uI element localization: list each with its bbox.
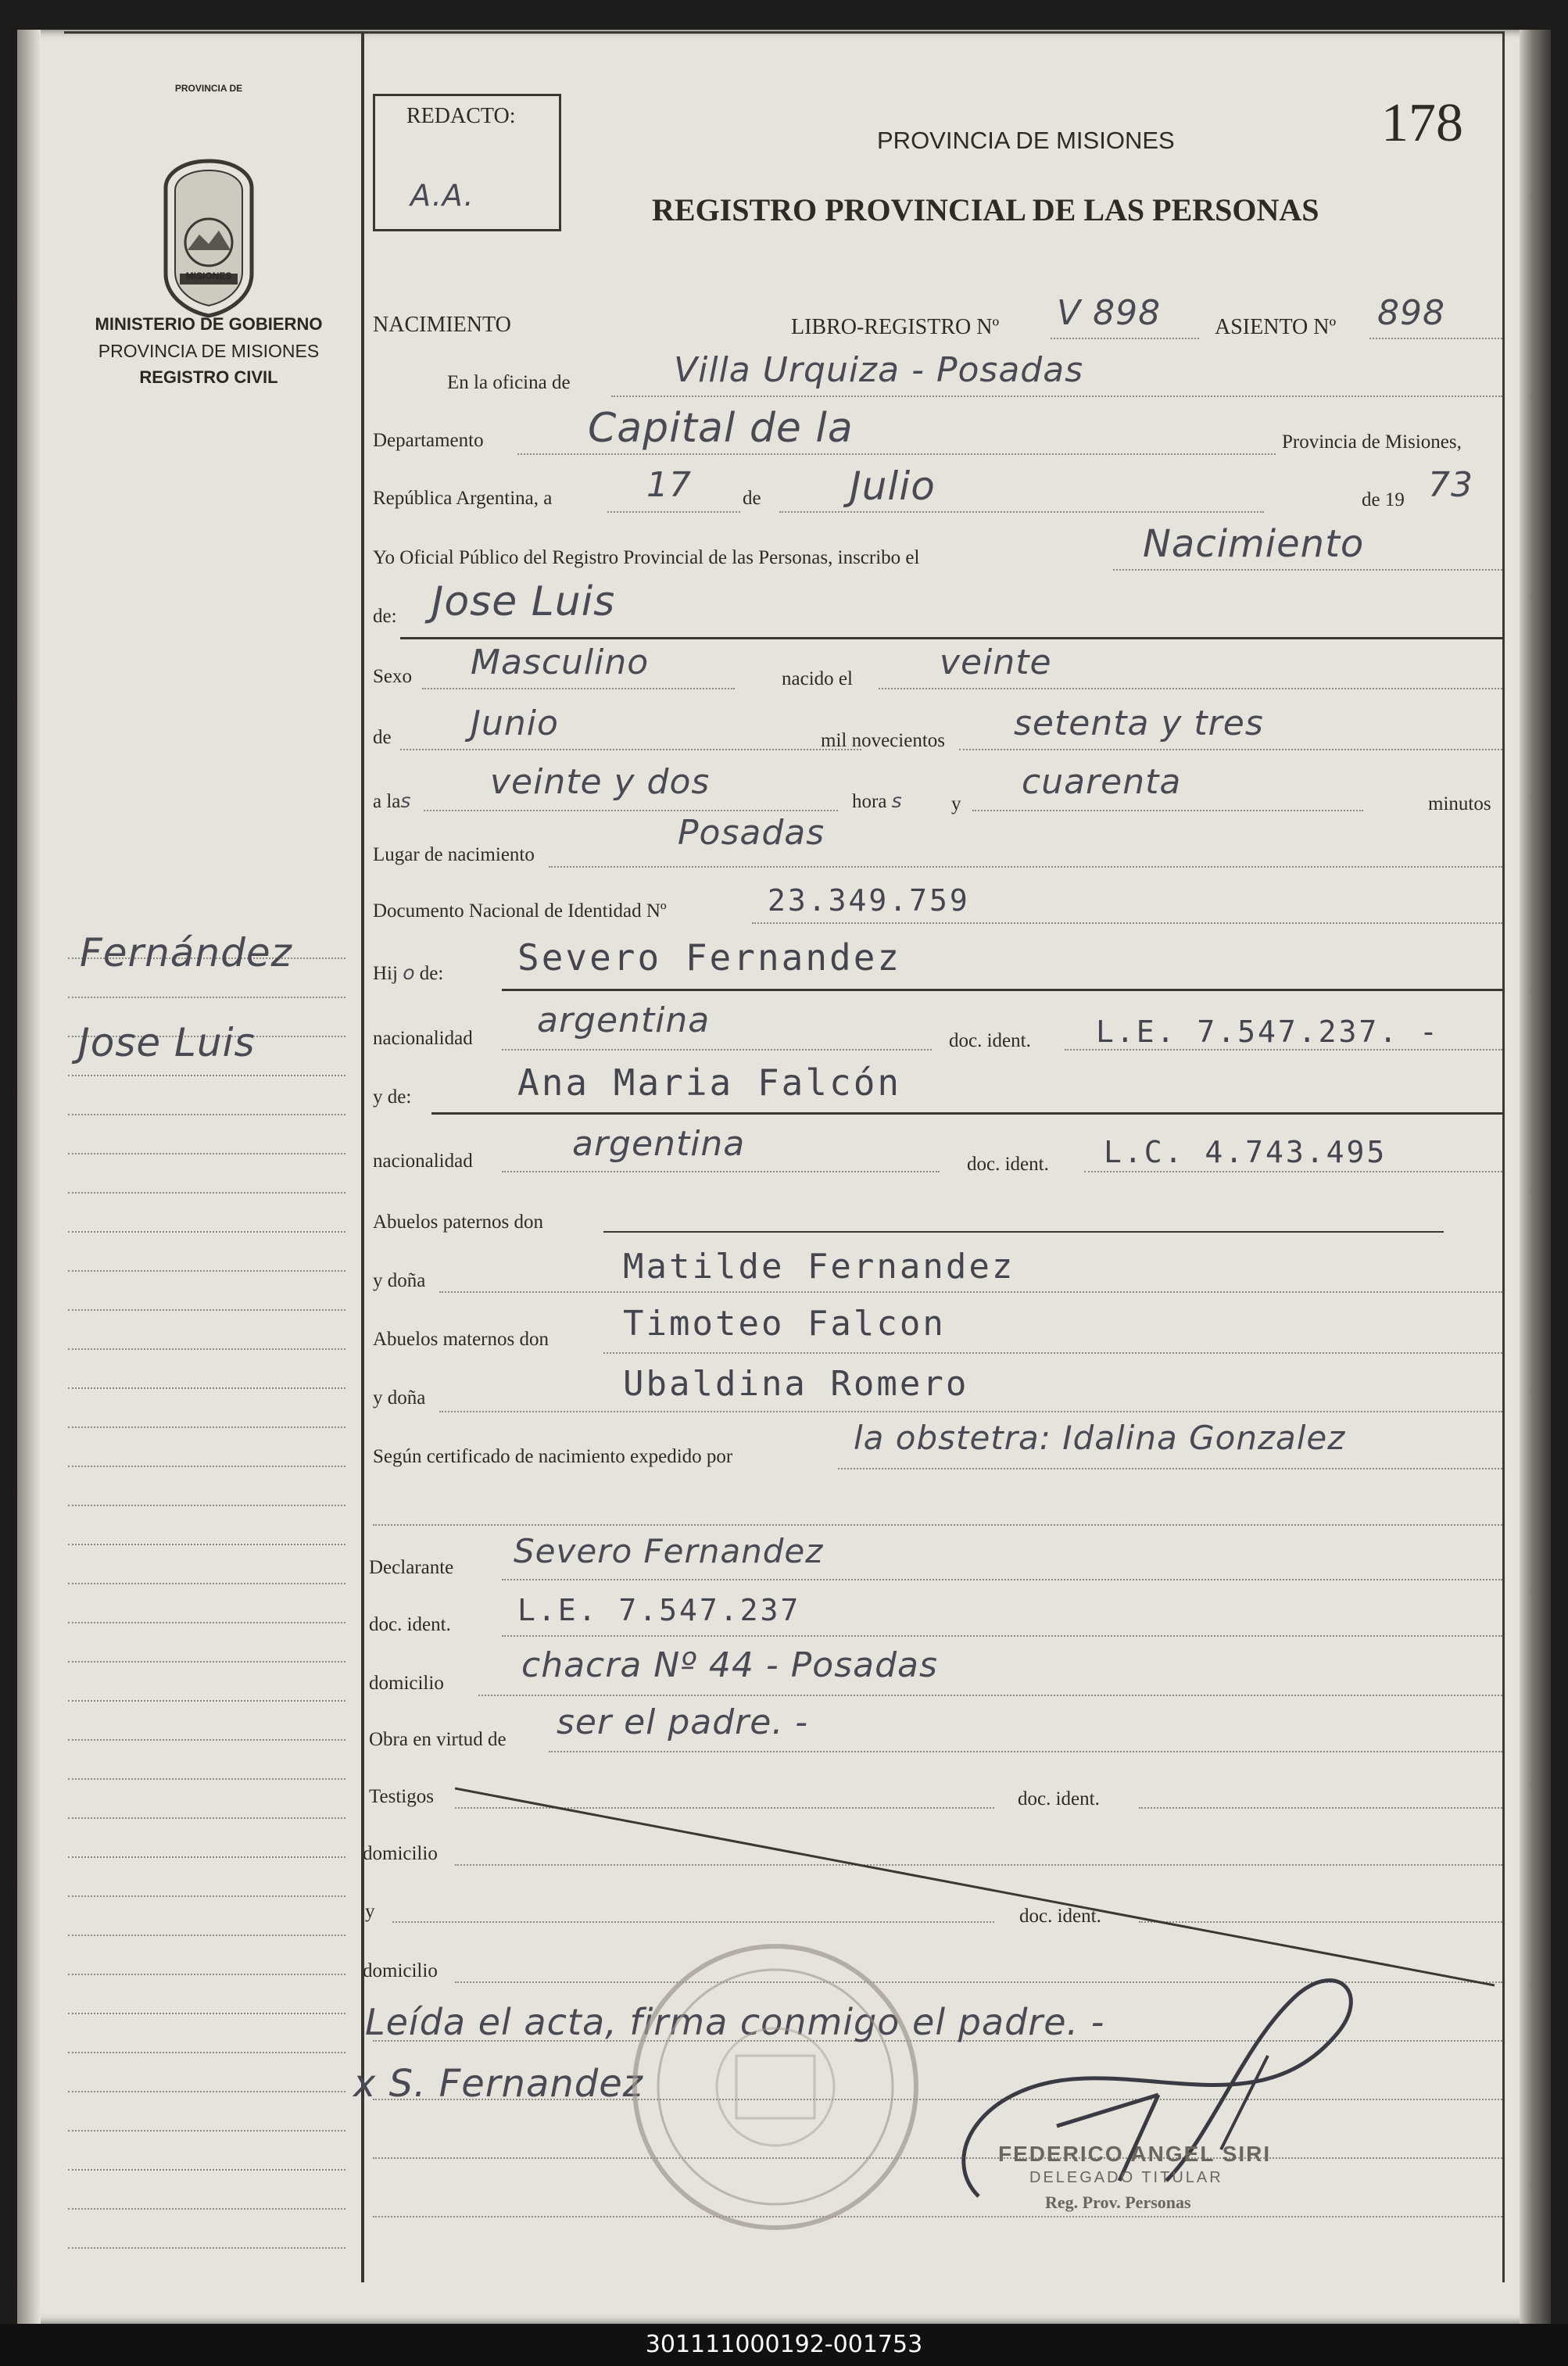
asiento-label: ASIENTO Nº [1215, 315, 1337, 339]
libro-value: V 898 [1057, 293, 1162, 333]
left-province-name: PROVINCIA DE MISIONES [98, 341, 320, 361]
provincia-label: Provincia de Misiones, [1282, 431, 1462, 453]
abuela-mat-value: Ubaldina Romero [623, 1364, 969, 1404]
registry-name: REGISTRO CIVIL [139, 367, 278, 387]
dia-value: 17 [646, 465, 692, 505]
lugar-value: Posadas [678, 813, 825, 853]
domicilio-t1-label: domicilio [363, 1843, 438, 1864]
dni-label: Documento Nacional de Identidad Nº [373, 900, 667, 922]
ydona1-label: y doña [373, 1270, 426, 1291]
nacimiento-label: NACIMIENTO [373, 313, 511, 337]
hora-value: veinte y dos [490, 762, 711, 802]
de2-label: de: [373, 606, 397, 627]
domicilio-label: domicilio [369, 1673, 444, 1694]
declarant-signature: x S. Fernandez [353, 2062, 643, 2106]
nac2-value: argentina [572, 1124, 746, 1164]
nacido-label: nacido el [782, 668, 853, 689]
nac1-label: nacionalidad [373, 1028, 473, 1049]
doc2-value: L.C. 4.743.495 [1104, 1135, 1387, 1169]
abuelos-mat-label: Abuelos maternos don [373, 1329, 549, 1350]
minutos-label: minutos [1428, 793, 1491, 814]
doc1-value: L.E. 7.547.237. - [1096, 1015, 1440, 1049]
certificado-label: Según certificado de nacimiento expedido por [373, 1446, 733, 1467]
abuelos-pat-label: Abuelos paternos don [373, 1212, 544, 1233]
docdecl-label: doc. ident. [369, 1614, 451, 1635]
minutos-value: cuarenta [1022, 762, 1182, 802]
leida-text: Leída el acta, firma conmigo el padre. - [365, 2001, 1105, 2043]
redacto-box [373, 94, 561, 231]
yde-label: y de: [373, 1086, 412, 1108]
margin-surname: Fernández [80, 930, 292, 975]
declarante-label: Declarante [369, 1557, 454, 1578]
abuela-pat-value: Matilde Fernandez [623, 1247, 1015, 1287]
header-province: PROVINCIA DE MISIONES [877, 127, 1175, 154]
page-number: 178 [1381, 93, 1463, 153]
oficial-label: Yo Oficial Público del Registro Provincial de las Personas, inscribo el [373, 547, 920, 568]
departamento-value: Capital de la [588, 405, 854, 452]
y-label: y [951, 793, 961, 814]
top-border [64, 31, 1505, 34]
departamento-label: Departamento [373, 430, 484, 451]
de19-label: de 19 [1362, 489, 1405, 510]
dni-value: 23.349.759 [768, 883, 970, 918]
binding-shadow [17, 30, 41, 2324]
ydona2-label: y doña [373, 1387, 426, 1409]
birth-certificate-form [64, 31, 1520, 2298]
hijo-label: Hij o de: [373, 961, 444, 984]
madre-value: Ana Maria Falcón [517, 1061, 902, 1104]
mes2-value: Junio [471, 703, 559, 743]
right-border [1502, 31, 1505, 2282]
lugar-label: Lugar de nacimiento [373, 844, 535, 865]
doc-t2-label: doc. ident. [1019, 1906, 1101, 1927]
padre-value: Severo Fernandez [517, 936, 902, 979]
obra-label: Obra en virtud de [369, 1729, 507, 1750]
domicilio-value: chacra Nº 44 - Posadas [521, 1645, 938, 1685]
margin-given-name: Jose Luis [78, 1020, 256, 1065]
docdecl-value: L.E. 7.547.237 [517, 1593, 801, 1627]
ministry-name: MINISTERIO DE GOBIERNO [95, 314, 323, 334]
redacto-label: REDACTO: [406, 104, 516, 128]
nac2-label: nacionalidad [373, 1151, 473, 1172]
mil-label: mil novecientos [821, 730, 945, 751]
mes-value: Julio [850, 464, 936, 509]
republica-label: República Argentina, a [373, 488, 553, 509]
de3-label: de [373, 727, 392, 748]
oficial-value: Nacimiento [1143, 522, 1365, 566]
declarante-value: Severo Fernandez [514, 1532, 824, 1570]
horas-label: hora s [852, 789, 902, 812]
official-name: FEDERICO ANGEL SIRI [998, 2142, 1272, 2166]
doc1-label: doc. ident. [949, 1030, 1031, 1051]
asiento-value: 898 [1377, 293, 1445, 333]
sexo-value: Masculino [471, 643, 650, 682]
header-title: REGISTRO PROVINCIAL DE LAS PERSONAS [652, 192, 1319, 227]
seal-text-top: PROVINCIA DE [174, 83, 243, 94]
oficina-label: En la oficina de [447, 372, 571, 393]
mil-value: setenta y tres [1014, 703, 1264, 743]
column-divider [361, 31, 364, 2282]
page-stack-edge [1520, 30, 1551, 2324]
libro-label: LIBRO-REGISTRO Nº [791, 315, 1000, 339]
nac1-value: argentina [537, 1000, 711, 1040]
testigos-label: Testigos [369, 1786, 434, 1807]
domicilio-t2-label: domicilio [363, 1960, 438, 1981]
seal-text-bottom: MISIONES [185, 270, 232, 281]
obra-value: ser el padre. - [557, 1702, 809, 1742]
de-label: de [743, 488, 761, 509]
nacido-value: veinte [940, 643, 1052, 682]
image-caption: 301111000192-001753 [0, 2324, 1568, 2366]
province-seal-icon [156, 156, 261, 320]
certificado-value: la obstetra: Idalina Gonzalez [854, 1419, 1346, 1457]
official-title: DELEGADO TITULAR [1029, 2169, 1223, 2186]
doc-t1-label: doc. ident. [1018, 1788, 1100, 1809]
y-t-label: y [365, 1901, 375, 1922]
sexo-label: Sexo [373, 666, 412, 687]
abuelo-mat-value: Timoteo Falcon [623, 1304, 946, 1344]
oficina-value: Villa Urquiza - Posadas [674, 350, 1084, 390]
registry-stamp [611, 1923, 940, 2251]
nombre-value: Jose Luis [431, 578, 616, 625]
anio-value: 73 [1428, 465, 1473, 505]
official-office: Reg. Prov. Personas [1045, 2192, 1191, 2212]
ala-label: a las [373, 789, 411, 812]
redacto-value: A.A. [410, 178, 474, 213]
doc2-label: doc. ident. [967, 1154, 1049, 1175]
